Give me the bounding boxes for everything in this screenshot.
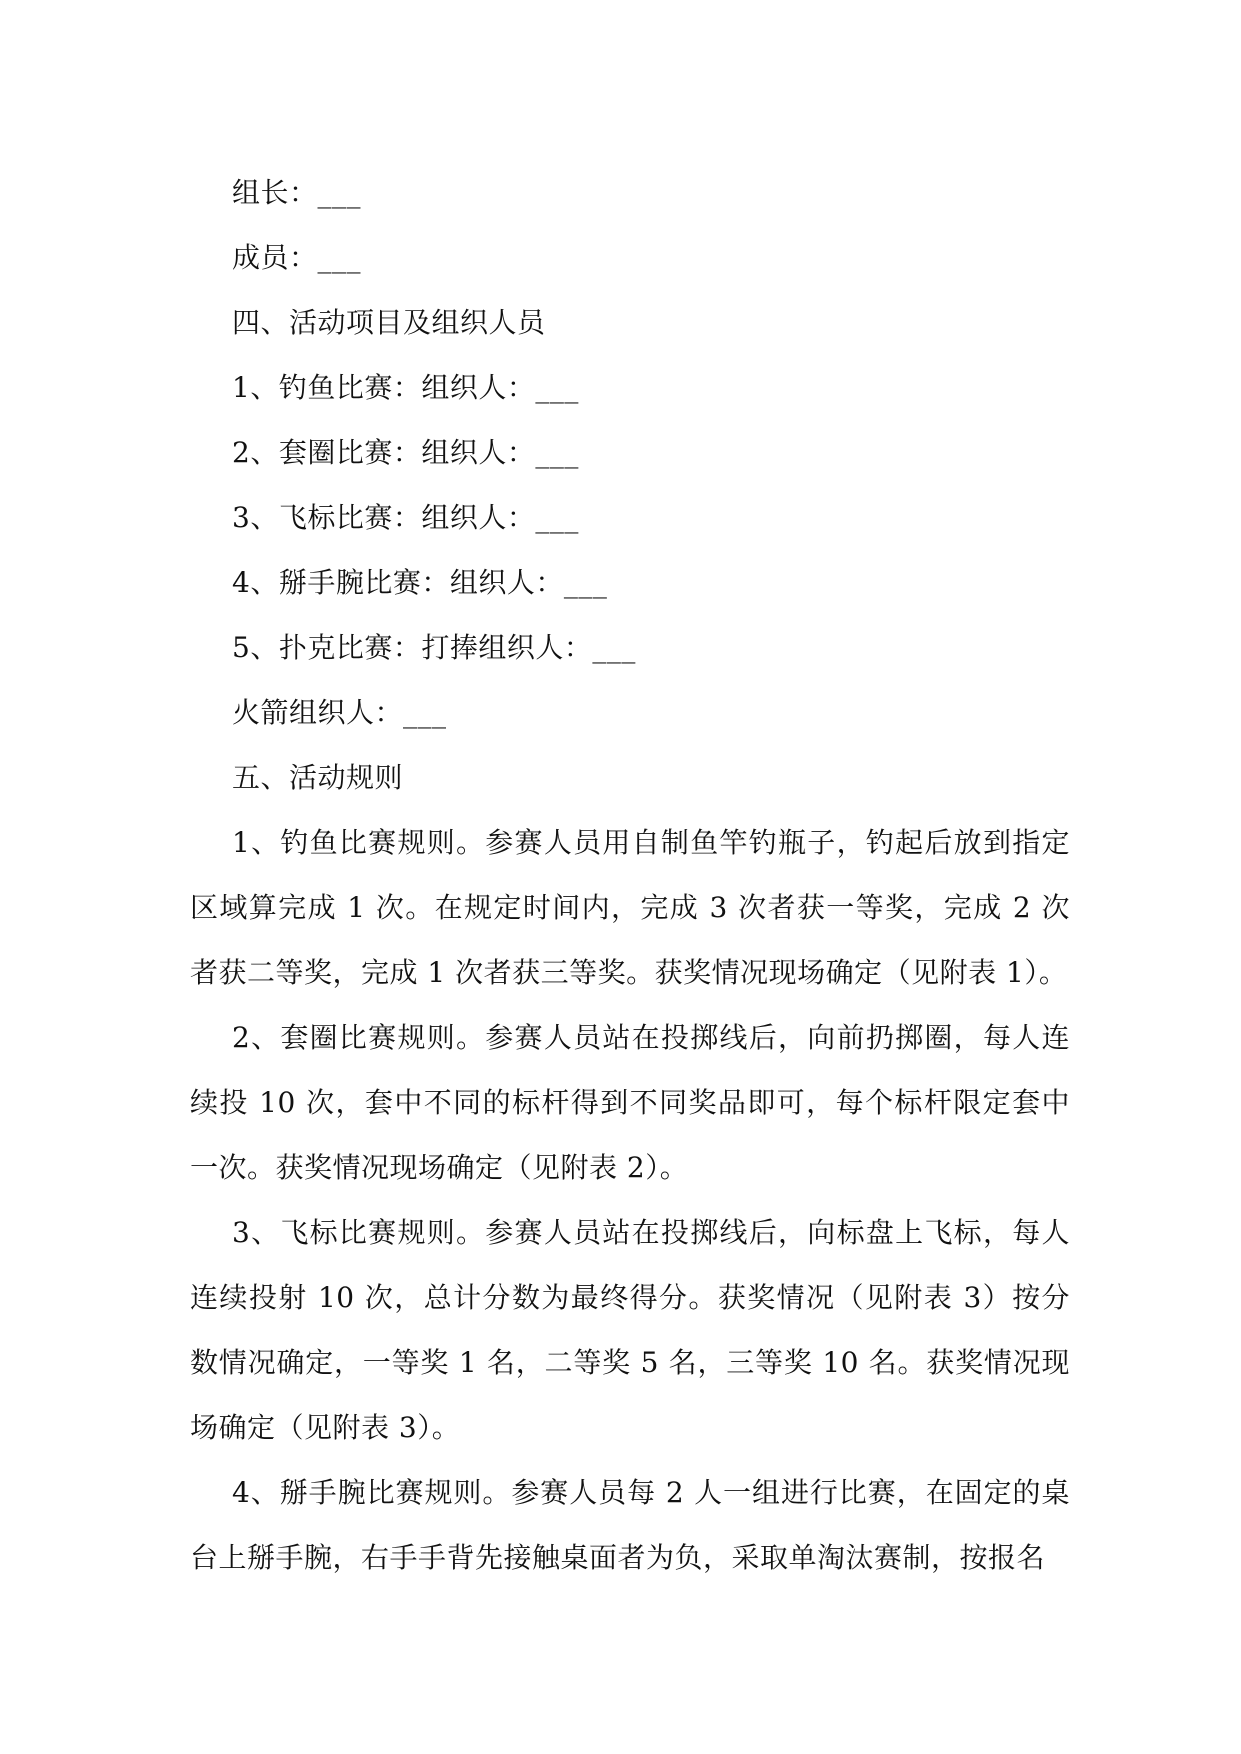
document-body [190,160,1070,1590]
section-four-heading: 四、活动项目及组织人员 [232,306,546,339]
rule-fishing-paragraph: 1、钓鱼比赛规则。参赛人员用自制鱼竿钓瓶子，钓起后放到指定区域算完成 1 次。在规定时间内，完成 3 次者获一等奖，完成 2 次者获二等奖，完成 1 次者获三等奖。获奖情况现场确定（见附表 1）。 [190,826,1070,989]
item-poker-organizer: 5、扑克比赛：打捧组织人：___ [232,631,636,664]
item-arm-wrestling-organizer: 4、掰手腕比赛：组织人：___ [232,566,608,599]
item-ring-toss-organizer: 2、套圈比赛：组织人：___ [232,436,579,469]
item-fishing-organizer: 1、钓鱼比赛：组织人：___ [232,371,579,404]
section-five-heading: 五、活动规则 [232,761,404,794]
rule-darts-paragraph: 3、飞标比赛规则。参赛人员站在投掷线后，向标盘上飞标，每人连续投射 10 次，总计分数为最终得分。获奖情况（见附表 3）按分数情况确定，一等奖 1 名，二等奖 5 名，三等奖 10 名。获奖情况现场确定（见附表 3）。 [190,1216,1070,1444]
members-line: 成员：___ [232,241,362,274]
rule-ring-toss-paragraph: 2、套圈比赛规则。参赛人员站在投掷线后，向前扔掷圈，每人连续投 10 次，套中不同的标杆得到不同奖品即可，每个标杆限定套中一次。获奖情况现场确定（见附表 2）。 [190,1021,1070,1184]
item-rocket-organizer: 火箭组织人：___ [232,696,447,729]
rule-arm-wrestling-paragraph: 4、掰手腕比赛规则。参赛人员每 2 人一组进行比赛，在固定的桌台上掰手腕，右手手背先接触桌面者为负，采取单淘汰赛制，按报名 [190,1476,1070,1574]
item-darts-organizer: 3、飞标比赛：组织人：___ [232,501,579,534]
team-leader-line: 组长：___ [232,176,362,209]
